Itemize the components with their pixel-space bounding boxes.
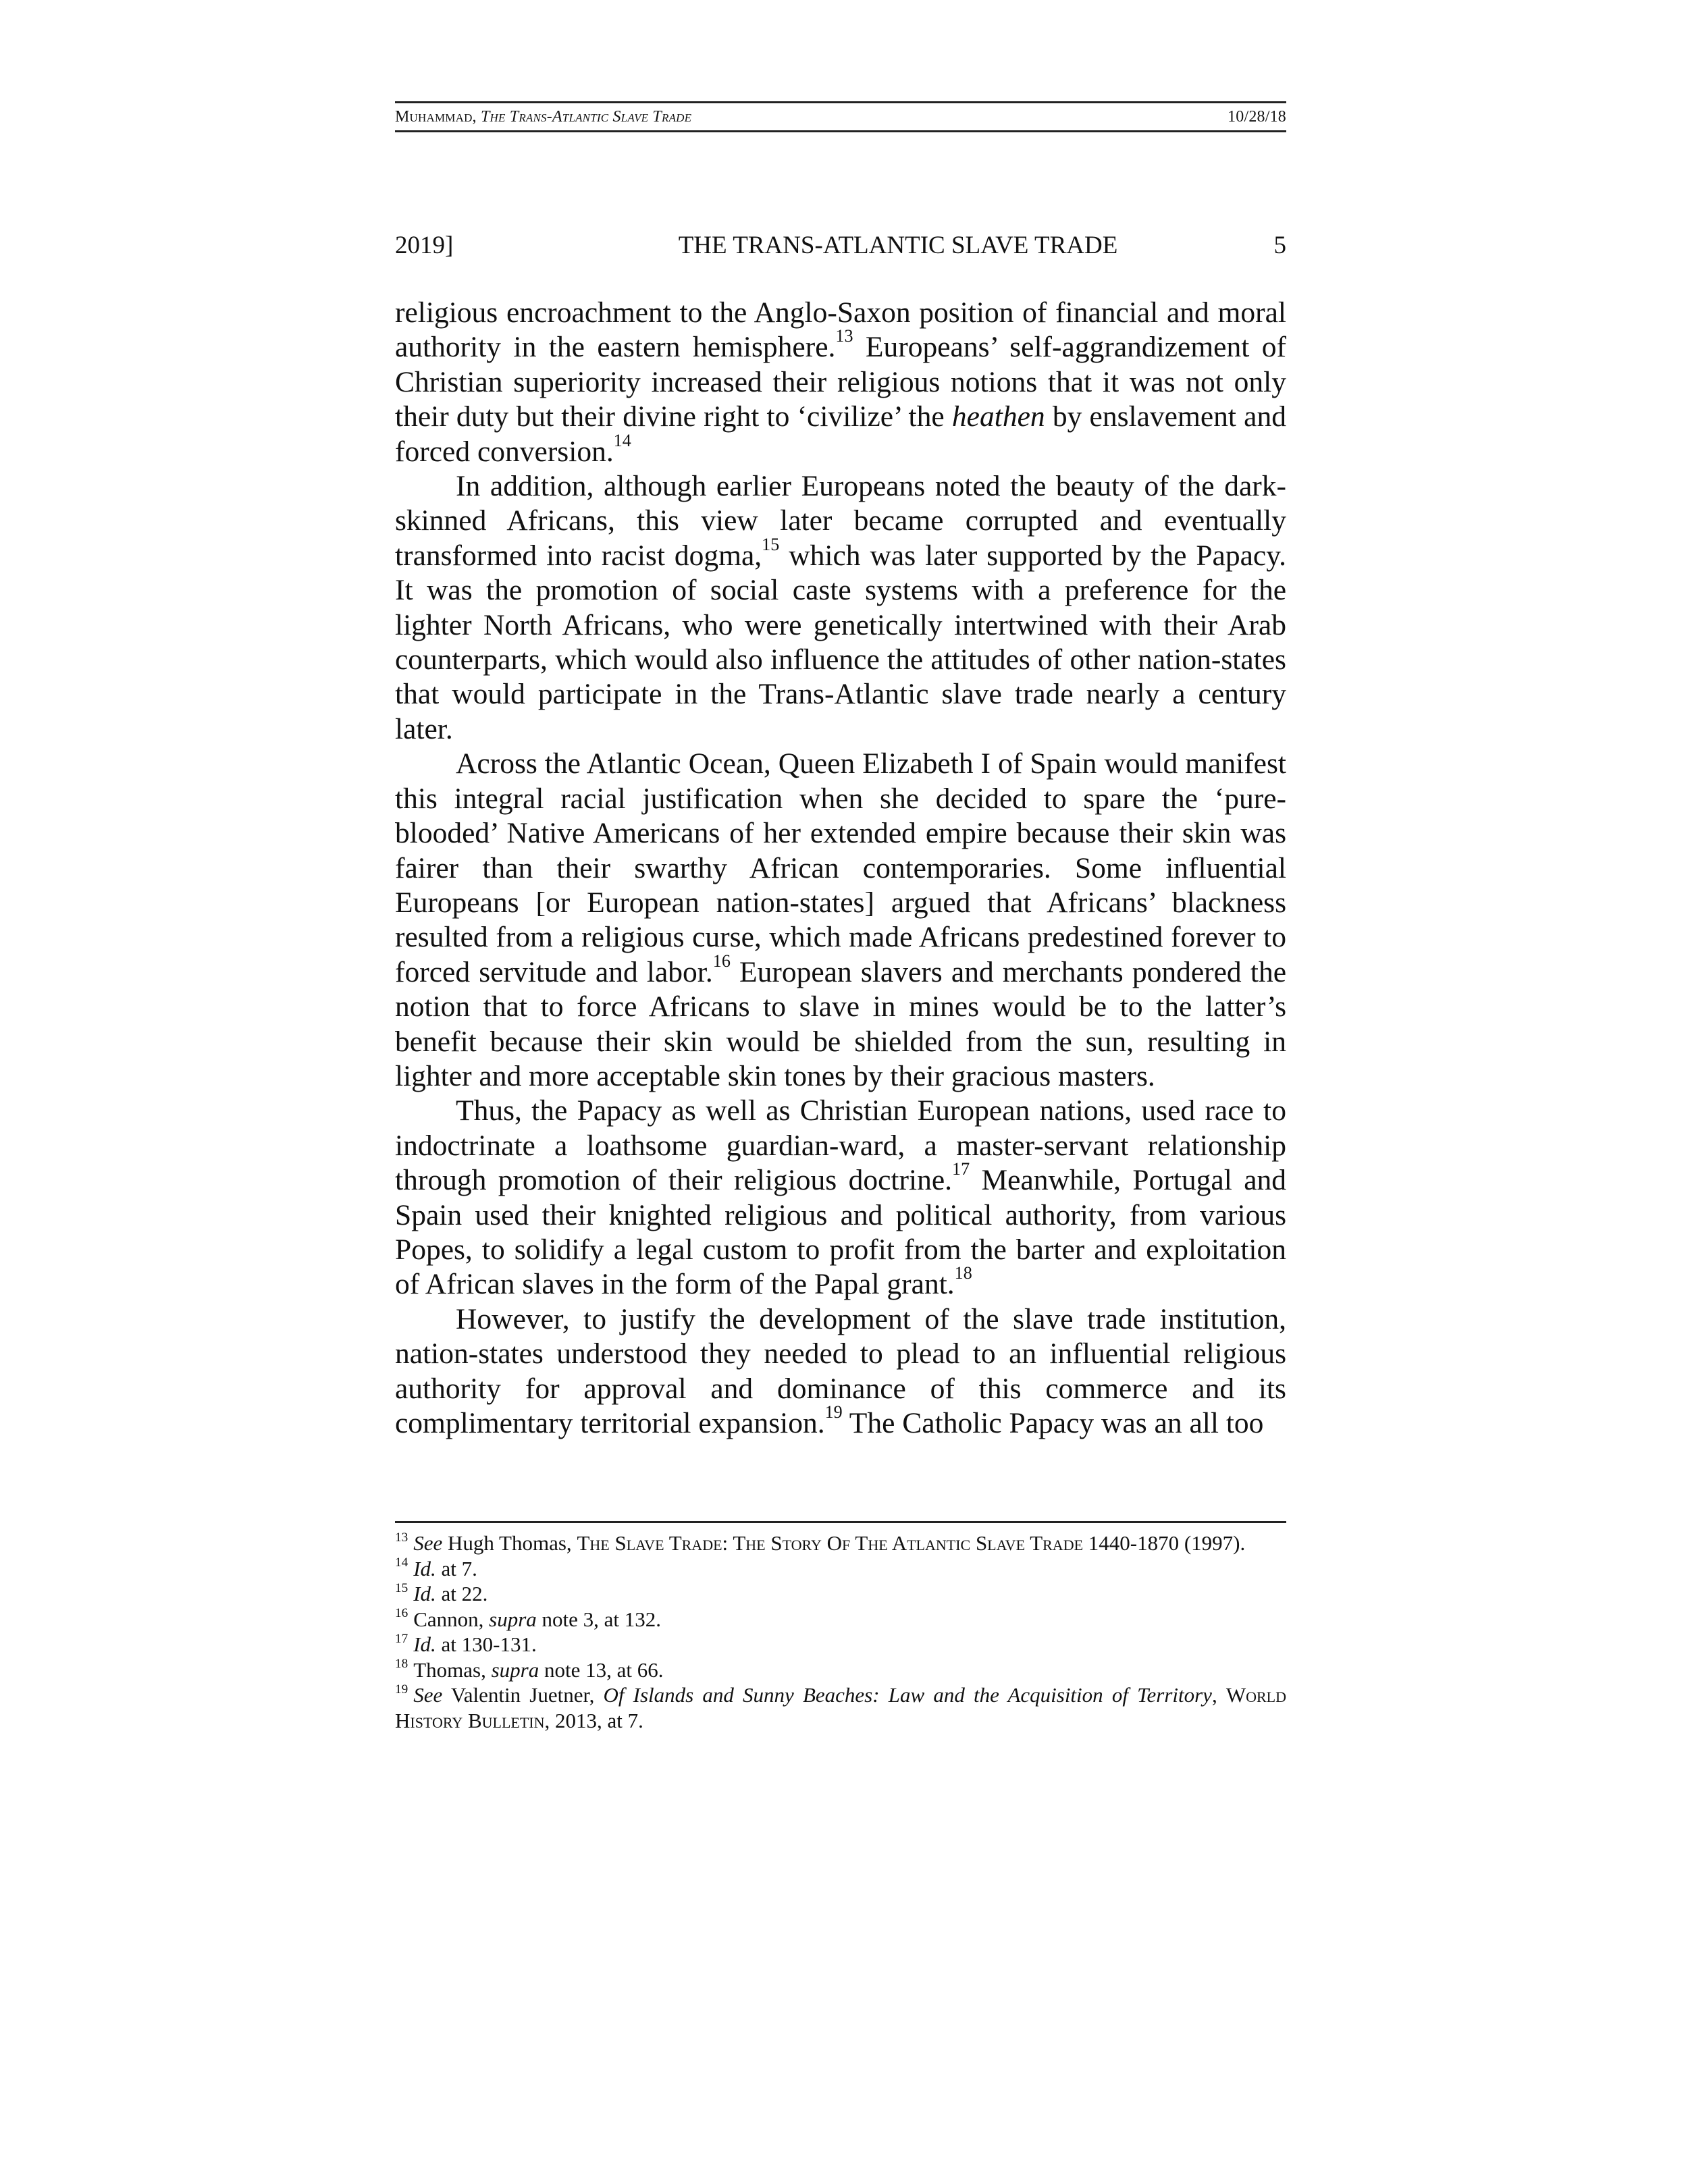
footnote-ref-14[interactable]: 14	[613, 430, 631, 450]
running-header-left	[395, 108, 691, 126]
paragraph-2: In addition, although earlier Europeans noted the beauty of the dark-skinned Africans, this view later became corrupted and eventually transformed into racist dogma,$^{15}$ which was later supported by the Papacy. It was the promotion of social caste systems with a preference for the lighter North Africans, who were genetically intertwined with their Arab counterparts, which would also influence the attitudes of other nation-states that would participate in the Trans-Atlantic slave trade nearly a century later.	[395, 470, 1286, 745]
running-header-author: Muhammad,	[395, 107, 477, 126]
footnote-13: $^{13}$ See Hugh Thomas, The Slave Trade: The Story Of The Atlantic Slave Trade 1440-1870 (1997).	[395, 1530, 1246, 1555]
footnote-19: $^{19}$ See Valentin Juetner, Of Islands and Sunny Beaches: Law and the Acquisition of Territory, World History Bulletin, 2013, at 7.	[395, 1682, 1287, 1732]
footnote-ref-17[interactable]: 17	[952, 1158, 970, 1179]
paragraph-3: Across the Atlantic Ocean, Queen Elizabeth I of Spain would manifest this integral racial justification when she decided to spare the ‘pure-blooded’ Native Americans of her extended empire because their skin was fairer than their swarthy African contemporaries. Some influential Europeans [or European nation-states] argued that Africans’ blackness resulted from a religious curse, which made Africans predestined forever to forced servitude and labor.$^{16}$ European slavers and merchants pondered the notion that to force Africans to slave in mines would be to the latter’s benefit because their skin would be shielded from the sun, resulting in lighter and more acceptable skin tones by their gracious masters.	[395, 747, 1286, 1092]
footnote-14: $^{14}$ Id. at 7.	[395, 1555, 477, 1580]
footnote-ref-16[interactable]: 16	[712, 951, 731, 971]
footnote-ref-15[interactable]: 15	[762, 534, 780, 554]
footnote-16: $^{16}$ Cannon, supra note 3, at 132.	[395, 1606, 662, 1631]
running-header-date: 10/28/18	[1228, 107, 1286, 126]
footnote-divider	[395, 1521, 1286, 1523]
paragraph-5: However, to justify the development of the slave trade institution, nation-states understood they needed to plead to an influential religious authority for approval and dominance of this commerce and its complimentary territorial expansion.$^{19}$ The Catholic Papacy was an all too	[395, 1302, 1286, 1439]
body-text	[395, 296, 1286, 1441]
footnote-ref-18[interactable]: 18	[954, 1263, 972, 1283]
footnote-18: $^{18}$ Thomas, supra note 13, at 66.	[395, 1657, 664, 1682]
paragraph-1: religious encroachment to the Anglo-Saxon position of financial and moral authority in the eastern hemisphere.$^{13}$ Europeans’ self-aggrandizement of Christian superiority increased their religious notions that it was not only their duty but their divine right to ‘civilize’ the heathen by enslavement and forced conversion.$^{14}$	[395, 296, 1286, 468]
page-number: 5	[1273, 231, 1286, 259]
footnote-ref-19[interactable]: 19	[824, 1402, 843, 1422]
running-header	[395, 101, 1286, 132]
volume-year: 2019]	[395, 231, 454, 259]
running-header-short-title: The Trans-Atlantic Slave Trade	[480, 107, 692, 126]
footnote-17: $^{17}$ Id. at 130-131.	[395, 1631, 537, 1656]
paragraph-4: Thus, the Papacy as well as Christian European nations, used race to indoctrinate a loathsome guardian-ward, a master-servant relationship through promotion of their religious doctrine.$^{17}$ Meanwhile, Portugal and Spain used their knighted religious and political authority, from various Popes, to solidify a legal custom to profit from the barter and exploitation of African slaves in the form of the Papal grant.$^{18}$	[395, 1094, 1287, 1301]
footnote-15: $^{15}$ Id. at 22.	[395, 1580, 488, 1605]
page-header	[395, 228, 1286, 262]
article-title: THE TRANS-ATLANTIC SLAVE TRADE	[678, 231, 1118, 259]
footnote-ref-13[interactable]: 13	[835, 326, 853, 346]
footnotes	[395, 1530, 1286, 1733]
